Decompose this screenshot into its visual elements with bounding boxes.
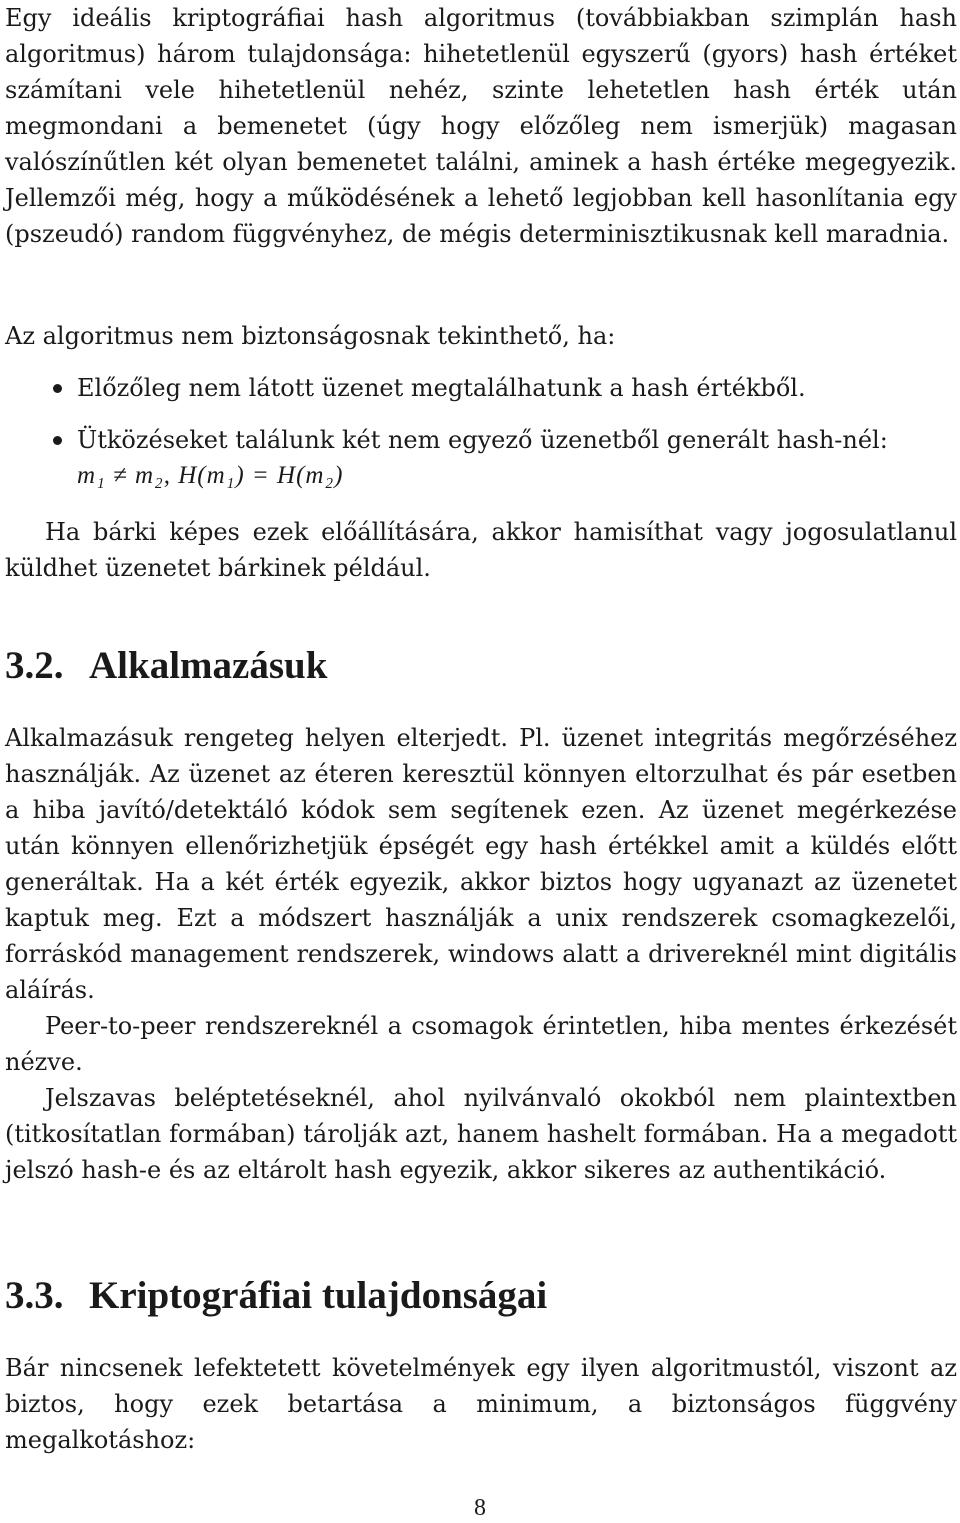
criteria-item-text: Előzőleg nem látott üzenet megtalálhatunk a hash értékből.: [77, 374, 806, 402]
section-number: 3.2.: [5, 644, 64, 687]
collision-formula: m₁ ≠ m₂, H(m₁) = H(m₂): [77, 462, 344, 489]
page-number: 8: [474, 1495, 486, 1521]
criteria-lead: Az algoritmus nem biztonságosnak tekinthető, ha:: [5, 322, 616, 350]
section-heading: [5, 1272, 547, 1320]
section-number: 3.3.: [5, 1274, 64, 1317]
bullet-icon: [53, 384, 62, 393]
body-paragraph: Peer-to-peer rendszereknél a csomagok érintetlen, hiba mentes érkezését nézve.: [5, 1012, 957, 1076]
section-heading: [5, 642, 327, 690]
list-item: [5, 422, 957, 494]
body-paragraph: Alkalmazásuk rengeteg helyen elterjedt. Pl. üzenet integritás megőrzéséhez használják. Az üzenet az éteren keresztül könnyen eltorzulhat és pár esetben a hiba javító/detektáló kódok sem segítenek ezen. Az üzenet megérkezése után könnyen ellenőrizhetjük épségét egy hash értékkel amit a küldés előtt generáltak. Ha a két érték egyezik, akkor biztos hogy ugyanazt az üzenetet kaptuk meg. Ezt a módszert használják a unix rendszerek csomagkezelői, forráskód management rendszerek, windows alatt a drivereknél mint digitális aláírás.: [5, 724, 957, 1004]
body-paragraph: Jelszavas beléptetéseknél, ahol nyilvánvaló okokból nem plaintextben (titkosítatlan formában) tárolják azt, hanem hashelt formában. Ha a megadott jelszó hash-e és az eltárolt hash egyezik, akkor sikeres az authentikáció.: [5, 1084, 957, 1184]
criteria-list: [5, 370, 957, 510]
criteria-after-paragraph: Ha bárki képes ezek előállítására, akkor hamisíthat vagy jogosulatlanul küldhet üzenetet bárkinek például.: [5, 518, 957, 582]
section-3-2-body: [5, 720, 957, 1188]
body-paragraph: Bár nincsenek lefektetett követelmények egy ilyen algoritmustól, viszont az biztos, hogy ezek betartása a minimum, a biztonságos függvény megalkotáshoz:: [5, 1354, 957, 1454]
list-item: [5, 370, 957, 406]
intro-paragraph: Egy ideális kriptográfiai hash algoritmus (továbbiakban szimplán hash algoritmus) három tulajdonsága: hihetetlenül egyszerű (gyors) hash értéket számítani vele hihetetlenül nehéz, szinte lehetetlen hash érték után megmondani a bemenetet (úgy hogy előzőleg nem ismerjük) magasan valószínűtlen két olyan bemenetet találni, aminek a hash értéke megegyezik. Jellemzői még, hogy a működésének a lehető legjobban kell hasonlítania egy (pszeudó) random függvényhez, de mégis determinisztikusnak kell maradnia.: [5, 4, 957, 248]
criteria-item-text: Ütközéseket találunk két nem egyező üzenetből generált hash-nél:: [77, 426, 888, 454]
section-title: Alkalmazásuk: [89, 644, 328, 687]
section-title: Kriptográfiai tulajdonságai: [89, 1274, 548, 1317]
bullet-icon: [53, 436, 62, 445]
